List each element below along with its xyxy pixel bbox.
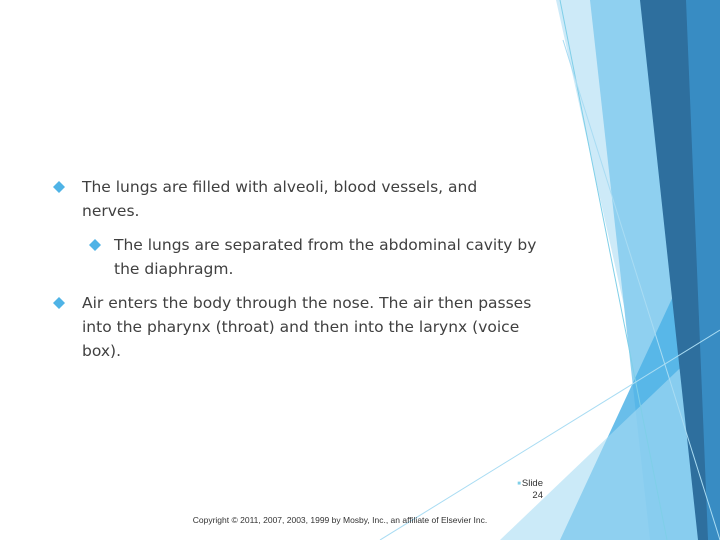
small-bullet-icon: ■ [517,481,521,487]
slide-number: 24 [532,490,543,501]
diamond-bullet-icon [52,180,66,194]
slide-word: Slide [521,478,543,489]
diamond-bullet-icon [52,296,66,310]
bullet-item [52,175,522,223]
bullet-item [52,291,542,363]
diamond-bullet-icon [88,238,102,252]
copyright-footer: Copyright © 2011, 2007, 2003, 1999 by Mosby, Inc., an affiliate of Elsevier Inc. [192,515,488,525]
bullet-text: The lungs are filled with alveoli, blood vessels, and nerves. [82,178,478,220]
slide-number-label [505,478,543,502]
bullet-text: Air enters the body through the nose. The air then passes into the pharynx (throat) and then into the larynx (voice box). [82,294,532,360]
bullet-text: The lungs are separated from the abdominal cavity by the diaphragm. [114,236,537,278]
sub-bullet-item [88,233,538,281]
